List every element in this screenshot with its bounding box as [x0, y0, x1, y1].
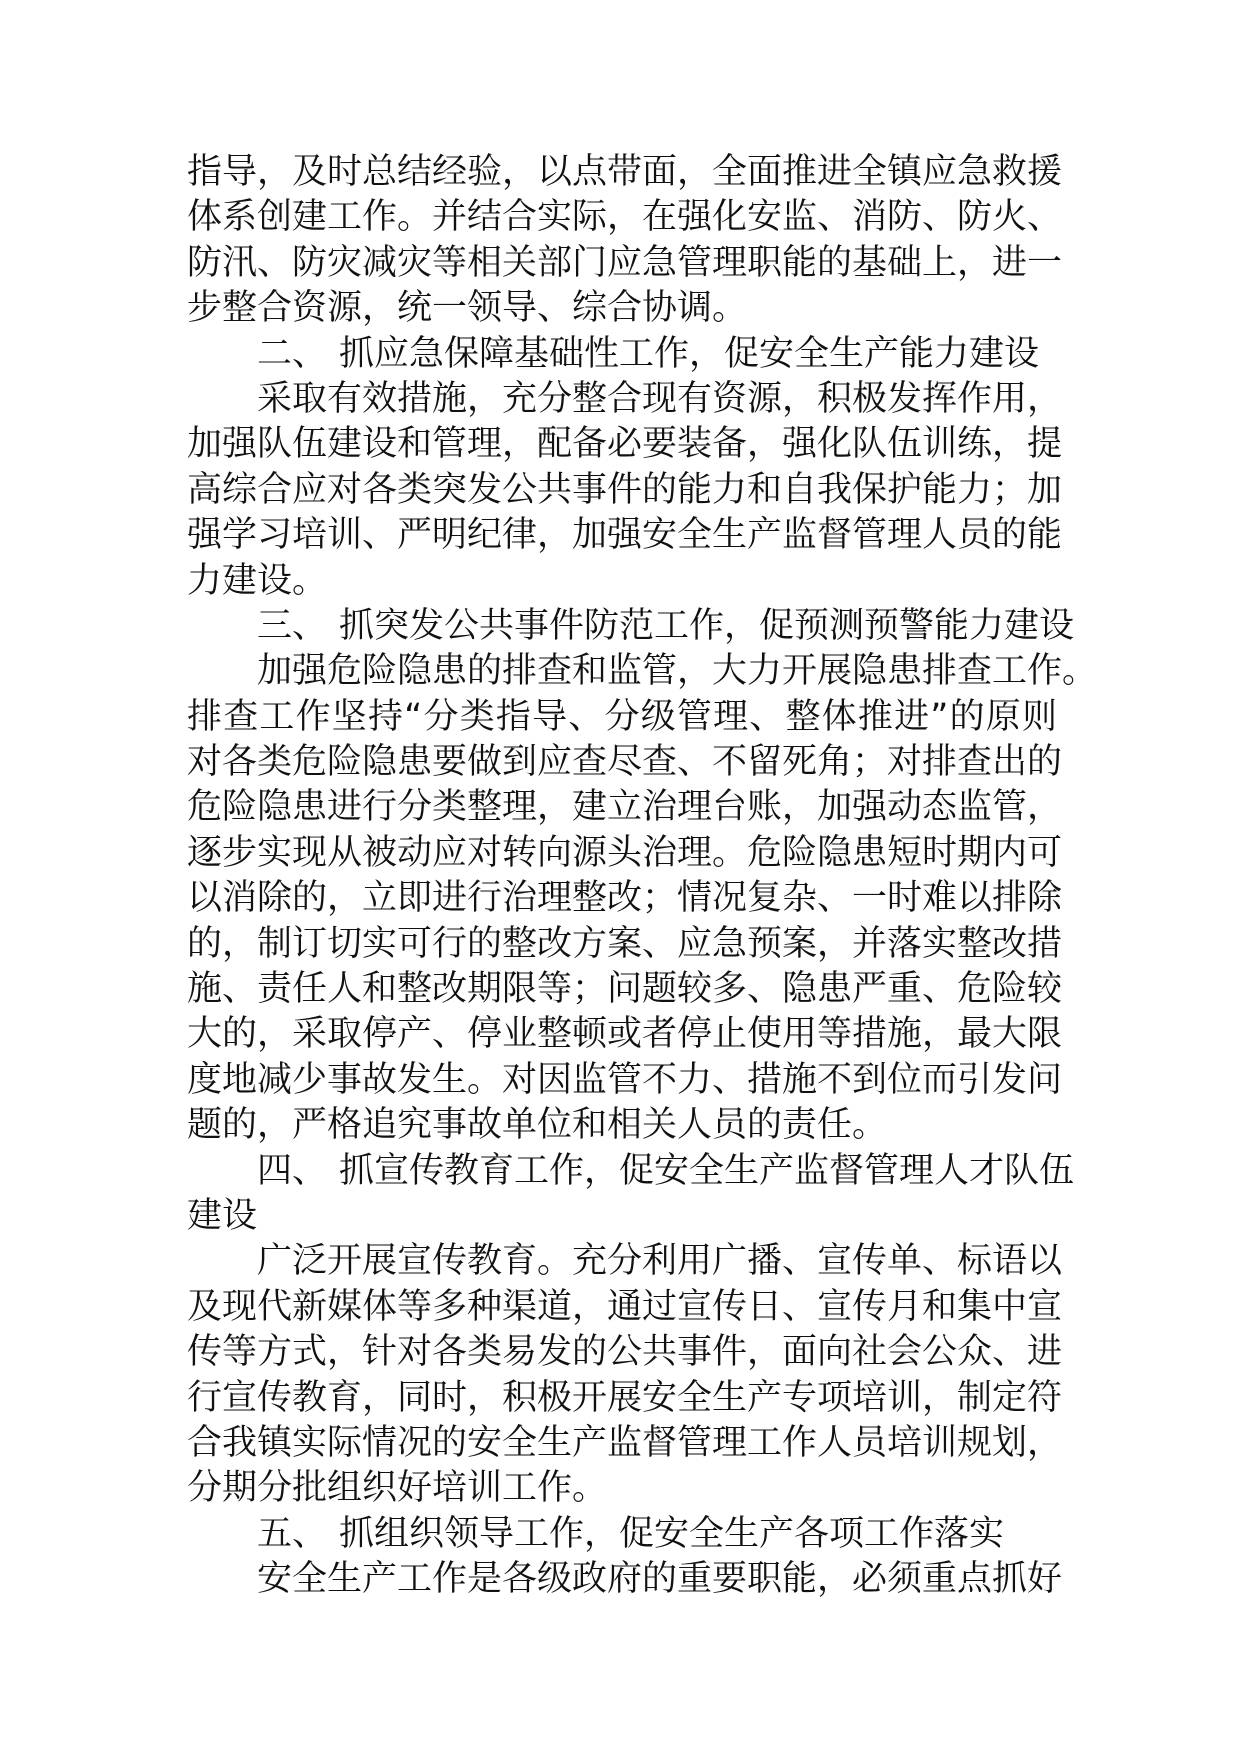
- section-heading-continuation: 建设: [187, 1195, 258, 1236]
- body-line: 体系创建工作。并结合实际，在强化安监、消防、防火、: [187, 197, 1063, 238]
- body-line: 加强队伍建设和管理，配备必要装备，强化队伍训练，提: [187, 424, 1063, 465]
- body-line: 排查工作坚持“分类指导、分级管理、整体推进”的原则: [187, 696, 1057, 737]
- section-heading-4: [187, 1149, 1075, 1194]
- body-line: 以消除的，立即进行治理整改；情况复杂、一时难以排除: [187, 878, 1063, 919]
- body-line: 力建设。: [187, 560, 328, 601]
- section-heading-2: [187, 332, 1057, 377]
- body-line: 指导，及时总结经验，以点带面，全面推进全镇应急救援: [187, 152, 1063, 192]
- body-line: 防汛、防灾减灾等相关部门应急管理职能的基础上，进一: [187, 242, 1063, 283]
- body-line: 逐步实现从被动应对转向源头治理。危险隐患短时期内可: [187, 832, 1063, 873]
- body-line: 广泛开展宣传教育。充分利用广播、宣传单、标语以: [257, 1241, 1063, 1282]
- body-line: 施、责任人和整改期限等；问题较多、隐患严重、危险较: [187, 969, 1063, 1010]
- body-line: 的，制订切实可行的整改方案、应急预案，并落实整改措: [187, 923, 1063, 964]
- section-number: 四、: [257, 1150, 328, 1191]
- section-number: 三、: [257, 605, 328, 646]
- section-number: 二、: [257, 333, 328, 374]
- body-line: 加强危险隐患的排查和监管，大力开展隐患排查工作。: [257, 651, 1098, 692]
- body-line: 行宣传教育，同时，积极开展安全生产专项培训，制定符: [187, 1377, 1063, 1418]
- body-line: 高综合应对各类突发公共事件的能力和自我保护能力；加: [187, 469, 1063, 510]
- body-line: 大的，采取停产、停业整顿或者停止使用等措施，最大限: [187, 1014, 1063, 1055]
- body-line: 传等方式，针对各类易发的公共事件，面向社会公众、进: [187, 1332, 1063, 1373]
- body-line: 对各类危险隐患要做到应查尽查、不留死角；对排查出的: [187, 742, 1063, 783]
- body-line: 危险隐患进行分类整理，建立治理台账，加强动态监管，: [187, 787, 1063, 828]
- section-number: 五、: [257, 1513, 328, 1554]
- body-line: 分期分批组织好培训工作。: [187, 1468, 608, 1509]
- body-line: 合我镇实际情况的安全生产监督管理工作人员培训规划，: [187, 1422, 1063, 1463]
- section-title: 抓组织领导工作，促安全生产各项工作落实: [339, 1513, 1005, 1554]
- body-line: 采取有效措施，充分整合现有资源，积极发挥作用，: [257, 378, 1063, 419]
- section-heading-5: [187, 1512, 1057, 1557]
- section-heading-3: [187, 604, 1075, 649]
- document-body: [187, 150, 1098, 1603]
- section-title: 抓应急保障基础性工作，促安全生产能力建设: [339, 333, 1040, 374]
- body-line: 步整合资源，统一领导、综合协调。: [187, 288, 748, 329]
- body-line: 度地减少事故发生。对因监管不力、措施不到位而引发问: [187, 1059, 1063, 1100]
- body-line: 及现代新媒体等多种渠道，通过宣传日、宣传月和集中宣: [187, 1286, 1063, 1327]
- section-title: 抓突发公共事件防范工作，促预测预警能力建设: [339, 605, 1075, 646]
- body-line: 强学习培训、严明纪律，加强安全生产监督管理人员的能: [187, 515, 1063, 556]
- section-title: 抓宣传教育工作，促安全生产监督管理人才队伍: [339, 1150, 1075, 1191]
- body-line: 题的，严格追究事故单位和相关人员的责任。: [187, 1105, 888, 1146]
- body-line: 安全生产工作是各级政府的重要职能，必须重点抓好: [257, 1559, 1063, 1600]
